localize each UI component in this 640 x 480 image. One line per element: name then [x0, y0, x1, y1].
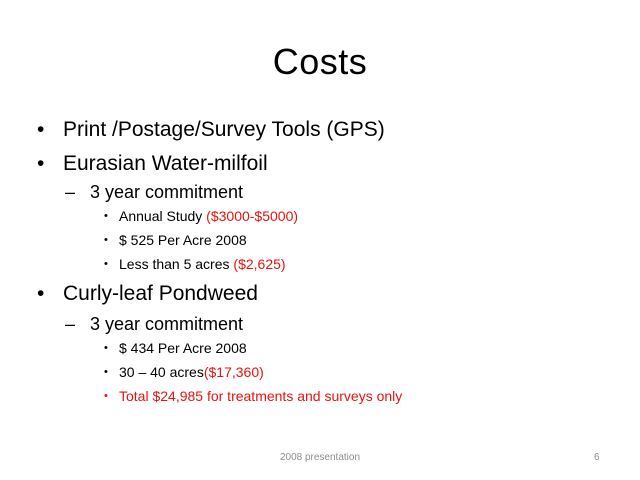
- page-number: 6: [594, 452, 600, 463]
- sub-item-text: 3 year commitment: [90, 182, 244, 202]
- total-cost-text: Total $24,985 for treatments and surveys only: [119, 388, 403, 404]
- footer-text: 2008 presentation: [279, 452, 361, 463]
- detail-text: [119, 255, 286, 273]
- detail-text: $ 525 Per Acre 2008: [119, 232, 247, 248]
- bullet-icon: •: [37, 282, 45, 305]
- detail-text: $ 434 Per Acre 2008: [119, 340, 247, 356]
- bullet-icon: •: [37, 152, 45, 175]
- cost-highlight: ($17,360): [203, 364, 264, 380]
- bullet-text: Print /Postage/Survey Tools (GPS): [63, 118, 385, 141]
- bullet-icon: •: [104, 234, 108, 246]
- bullet-icon: •: [104, 366, 108, 378]
- detail-label: Less than 5 acres: [119, 256, 234, 272]
- bullet-icon: •: [104, 258, 108, 270]
- bullet-text: Eurasian Water-milfoil: [63, 152, 268, 175]
- bullet-icon: •: [37, 118, 45, 141]
- cost-highlight: ($3000-$5000): [206, 208, 299, 224]
- bullet-text: Curly-leaf Pondweed: [63, 282, 258, 305]
- bullet-icon: •: [104, 390, 108, 402]
- dash-icon: –: [65, 182, 76, 202]
- bullet-icon: •: [104, 342, 108, 354]
- detail-label: Annual Study: [119, 208, 207, 224]
- detail-text: [119, 363, 264, 381]
- cost-highlight: ($2,625): [233, 256, 286, 272]
- slide-title: Costs: [272, 41, 368, 82]
- detail-label: 30 – 40 acres: [119, 364, 204, 380]
- bullet-icon: •: [104, 210, 108, 222]
- sub-item-text: 3 year commitment: [90, 314, 244, 334]
- dash-icon: –: [65, 314, 76, 334]
- detail-text: [119, 207, 298, 225]
